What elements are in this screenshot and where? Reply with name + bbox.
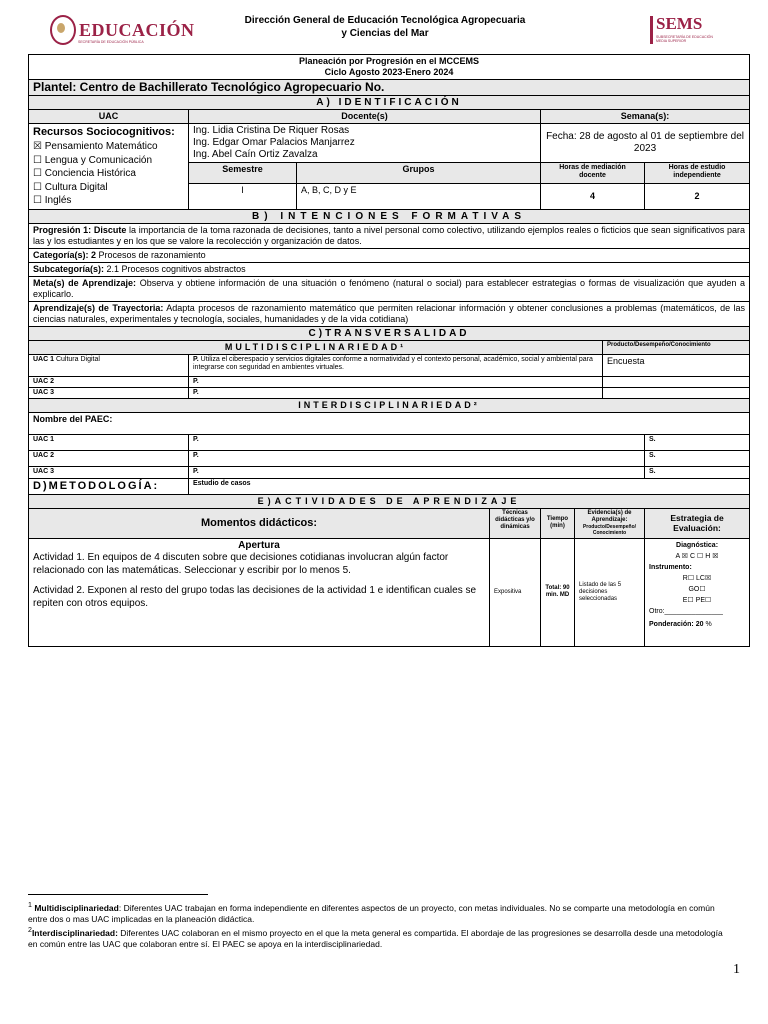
- otro-field: Otro:_______________: [649, 607, 723, 615]
- footnote-separator: [28, 894, 208, 895]
- semestre-value: I: [189, 183, 297, 209]
- horas-estudio-header: Horas de estudio independiente: [645, 163, 750, 184]
- ponderacion-label: Ponderación:: [649, 620, 694, 628]
- recurso-item: ☒ Pensamiento Matemático: [33, 141, 158, 152]
- multi-p-1: [189, 354, 603, 376]
- inter-uac-2: UAC 2: [29, 450, 189, 466]
- multi-uac-name: Cultura Digital: [55, 355, 100, 363]
- section-identificacion: A) IDENTIFICACIÓN: [29, 96, 750, 110]
- evidencias-header: Evidencia(s) de Aprendizaje:: [587, 509, 632, 523]
- producto-header: Producto/Desempeño/Conocimiento: [603, 340, 750, 354]
- trayectoria-text: Adapta procesos de razonamiento matemático que permiten relacionar información y obtener conclusiones a problemas (matemáticos, de las ciencias naturales, experimentales y tecnología, sociales, humanidades y de la vida cotidiana): [33, 302, 746, 324]
- evidencia-value: Listado de las 5 decisiones seleccionadas: [575, 538, 645, 646]
- multi-uac-3: UAC 3: [29, 387, 189, 398]
- educacion-logo-text: EDUCACIÓN: [79, 19, 195, 40]
- horas-estudio-value: 2: [645, 183, 750, 209]
- docentes-cell: [189, 124, 541, 163]
- page-number: 1: [733, 962, 740, 977]
- tiempo-header: Tiempo (min): [541, 508, 575, 538]
- meta-cell: [29, 276, 750, 301]
- planning-table: [28, 54, 750, 647]
- subcategoria-text: 2.1 Procesos cognitivos abstractos: [104, 263, 246, 274]
- grupos-header: Grupos: [297, 163, 541, 184]
- paec-label: Nombre del PAEC:: [29, 412, 750, 434]
- subcategoria-label: Subcategoría(s):: [33, 263, 105, 274]
- eval-checkboxes: A ☒ C ☐ H ☒: [675, 552, 719, 560]
- estrategia-header: Estrategia de Evaluación:: [645, 508, 750, 538]
- tecnica-value: Expositiva: [490, 538, 541, 646]
- trayectoria-label: Aprendizaje(s) de Trayectoria:: [33, 302, 164, 313]
- tiempo-value: Total: 90 min. MD: [541, 538, 575, 646]
- institution-title: [200, 14, 570, 40]
- footnote-1: $^1$ Multidisciplinariedad: Diferentes UAC trabajan en forma independiente en diferentes aspectos de un proyecto, con metas individuales. No se comparte una metodología en común entre dos o mas UAC implicadas en la planeación didáctica.: [28, 901, 715, 924]
- metodologia-label: D)METODOLOGÍA:: [29, 478, 189, 494]
- ponderacion: [649, 619, 745, 630]
- sems-logo-subtitle: SUBSECRETARÍA DE EDUCACIÓN MEDIA SUPERIOR: [656, 35, 713, 43]
- multi-p-text: Utiliza el ciberespacio y servicios digitales conforme a normatividad y el contexto personal, académico, social y ambiental para integrarse con seguridad en ambientes virtuales.: [193, 355, 593, 371]
- evidencias-subheader: Producto/Desempeño/ Conocimiento: [582, 523, 637, 536]
- multi-producto-1: Encuesta: [603, 354, 750, 376]
- recurso-item: ☐ Cultura Digital: [33, 181, 108, 193]
- recursos-cell: [29, 124, 189, 210]
- plantel: Plantel: Centro de Bachillerato Tecnológico Agropecuario No.: [29, 80, 750, 96]
- trayectoria-cell: [29, 301, 750, 326]
- page-header: [0, 10, 768, 50]
- multi-producto-3: [603, 387, 750, 398]
- inter-p-2: P.: [189, 450, 645, 466]
- fecha: Fecha: 28 de agosto al 01 de septiembre del 2023: [541, 124, 750, 163]
- footnote-2-label: Interdisciplinariedad:: [31, 927, 118, 938]
- footnote-1-label: Multidisciplinariedad: [34, 902, 119, 913]
- plan-cycle: Ciclo Agosto 2023-Enero 2024: [324, 67, 454, 77]
- evidencias-header-cell: [575, 508, 645, 538]
- sems-logo-text: SEMS: [656, 14, 703, 33]
- instrumento-row-3: E☐ PE☐: [682, 596, 712, 604]
- footnotes: [28, 900, 728, 950]
- multi-p-3: P.: [189, 387, 603, 398]
- seal-icon: [50, 15, 76, 45]
- inter-uac-1: UAC 1: [29, 434, 189, 450]
- recurso-item: ☐ Lengua y Comunicación: [33, 154, 153, 166]
- diagnostica-label: Diagnóstica:: [676, 541, 719, 549]
- grupos-value: A, B, C, D y E: [297, 183, 541, 209]
- horas-mediacion-value: 4: [541, 183, 645, 209]
- progresion-cell: [29, 223, 750, 248]
- inter-p-3: P.: [189, 466, 645, 478]
- docente-name: Ing. Edgar Omar Palacios Manjarrez: [193, 137, 355, 148]
- plan-title-cell: [29, 55, 750, 80]
- footnote-1-text: : Diferentes UAC trabajan en forma independiente en diferentes aspectos de un proyecto, con metas individuales. No se comparte una metodología en común entre dos o mas UAC implicadas en la planeación didáctica.: [28, 902, 715, 924]
- recurso-item: ☐ Inglés: [33, 195, 72, 206]
- multidisciplinariedad-header: MULTIDISCIPLINARIEDAD¹: [29, 340, 603, 354]
- inter-s-2: S.: [645, 450, 750, 466]
- progresion-label: Progresión 1: Discute: [33, 224, 127, 235]
- multi-uac-label: UAC 1: [33, 355, 55, 363]
- interdisciplinariedad-header: INTERDISCIPLINARIEDAD²: [29, 398, 750, 412]
- inter-uac-3: UAC 3: [29, 466, 189, 478]
- inter-s-3: S.: [645, 466, 750, 478]
- uac-header: UAC: [29, 110, 189, 124]
- categoria-cell: [29, 248, 750, 262]
- semana-header: Semana(s):: [541, 110, 750, 124]
- footnote-2-text: Diferentes UAC colaboran en el mismo proyecto en el que la meta general es compartida. El abordaje de las progresiones se desarrolla desde una metodología en común entre las UAC que colaboran entre sí. El PAEC se apoya en la interdisciplinariedad.: [28, 927, 723, 949]
- metodologia-value: Estudio de casos: [189, 478, 750, 494]
- categoria-text: Procesos de razonamiento: [96, 249, 206, 260]
- educacion-logo-subtitle: SECRETARÍA DE EDUCACIÓN PÚBLICA: [78, 40, 144, 44]
- inter-p-1: P.: [189, 434, 645, 450]
- inter-s-1: S.: [645, 434, 750, 450]
- institution-title-line2: y Ciencias del Mar: [341, 28, 429, 39]
- educacion-logo: [50, 14, 195, 46]
- semestre-header: Semestre: [189, 163, 297, 184]
- progresion-text: la importancia de la toma razonada de decisiones, tanto a nivel personal como colectivo, utilizando ejemplos reales o ficticios que sean significativos para las y los estudiantes y en los que se valore la recolección y organización de datos.: [33, 224, 746, 246]
- multi-p-2: P.: [189, 376, 603, 387]
- actividades-cell: [29, 538, 490, 646]
- meta-text: Observa y obtiene información de una situación o fenómeno (natural o social) para establecer estrategias o formas de visualización que ayuden a explicarlo.: [33, 277, 746, 299]
- multi-p-label: P.: [193, 355, 199, 363]
- recurso-item: ☐ Conciencia Histórica: [33, 168, 136, 179]
- meta-label: Meta(s) de Aprendizaje:: [33, 277, 137, 288]
- instrumento-row-2: GO☐: [688, 585, 706, 593]
- horas-mediacion-header: Horas de mediación docente: [541, 163, 645, 184]
- tecnicas-header: Técnicas didácticas y/o dinámicas: [490, 508, 541, 538]
- section-actividades: E)ACTIVIDADES DE APRENDIZAJE: [29, 494, 750, 508]
- ponderacion-value: 20: [695, 620, 704, 628]
- multi-producto-2: [603, 376, 750, 387]
- section-transversalidad: C)TRANSVERSALIDAD: [29, 326, 750, 340]
- footnote-2: $^2$Interdisciplinariedad: Diferentes UAC colaboran en el mismo proyecto en el que la meta general es compartida. El abordaje de las progresiones se desarrolla desde una metodología en común entre las UAC que colaboran entre sí. El PAEC se apoya en la interdisciplinariedad.: [28, 925, 723, 949]
- multi-uac-1: [29, 354, 189, 376]
- sems-logo-bar: [650, 16, 653, 44]
- actividad-1: Actividad 1. En equipos de 4 discuten sobre que decisiones cotidianas involucran algún factor relacionado con las matemáticas. Seleccionar y escribir por lo menos 5.: [33, 552, 449, 576]
- categoria-label: Categoría(s): 2: [33, 249, 97, 260]
- instrumento-row-1: R☐ LC☒: [682, 574, 712, 582]
- docente-name: Ing. Lidia Cristina De Riquer Rosas: [193, 125, 350, 136]
- momentos-header: Momentos didácticos:: [29, 508, 490, 538]
- actividad-2: Actividad 2. Exponen al resto del grupo todas las decisiones de la actividad 1 e identifican cuales se repiten con otros equipos.: [33, 585, 477, 609]
- institution-title-line1: Dirección General de Educación Tecnológica Agropecuaria: [244, 15, 526, 26]
- section-intenciones: B) INTENCIONES FORMATIVAS: [29, 209, 750, 223]
- docentes-header: Docente(s): [189, 110, 541, 124]
- recursos-title: Recursos Sociocognitivos:: [33, 126, 175, 138]
- instrumento-label: Instrumento:: [649, 563, 692, 571]
- estrategia-cell: [645, 538, 750, 646]
- ponderacion-unit: %: [705, 620, 712, 628]
- apertura-label: Apertura: [238, 539, 280, 551]
- subcategoria-cell: [29, 262, 750, 276]
- plan-title: Planeación por Progresión en el MCCEMS: [299, 56, 480, 66]
- multi-uac-2: UAC 2: [29, 376, 189, 387]
- docente-name: Ing. Abel Caín Ortiz Zavalza: [193, 149, 318, 160]
